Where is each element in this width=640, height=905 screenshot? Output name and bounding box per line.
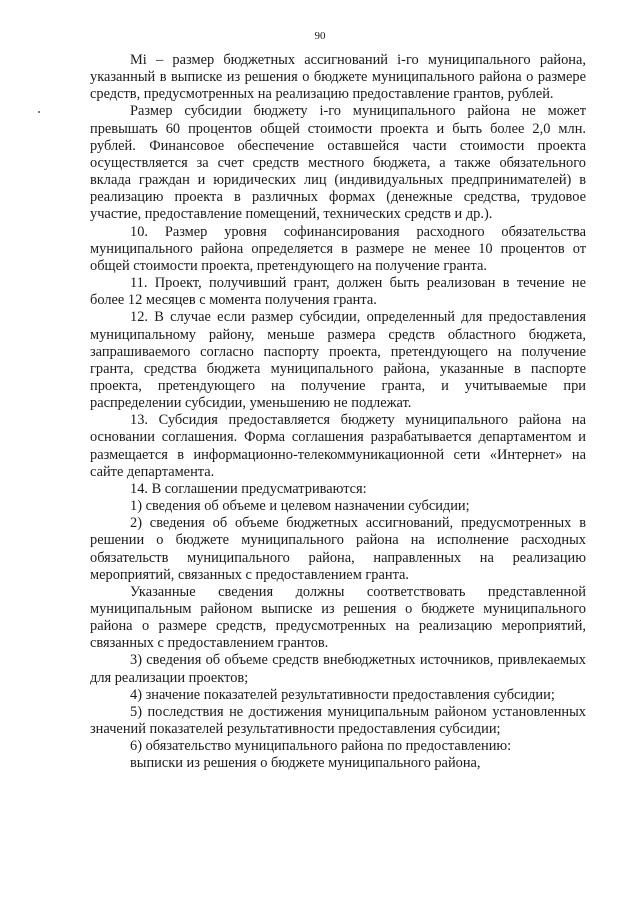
list-item-3: 3) сведения об объеме средств внебюджетных источников, привлекаемых для реализации проектов; (90, 652, 586, 686)
paragraph-subsidy-limit: Размер субсидии бюджету i-го муниципального района не может превышать 60 процентов общей стоимости проекта и быть более 2,0 млн. рублей. Финансовое обеспечение оставшейся части стоимости проекта осуществляется за счет средств местного бюджета, а также обязательного вклада граждан и юридических лиц (индивидуальных предпринимателей) в реализацию проекта в различных формах (денежные средства, трудовое участие, предоставление помещений, технических средств и др.). (90, 103, 586, 223)
margin-speck (38, 111, 40, 113)
body-text (90, 52, 586, 773)
list-item-2: 2) сведения об объеме бюджетных ассигнований, предусмотренных в решении о бюджете муниципального района на исполнение расходных обязательств муниципального района, направленных на реализацию мероприятий, связанных с предоставлением гранта. (90, 515, 586, 583)
list-item-4: 4) значение показателей результативности предоставления субсидии; (130, 686, 555, 703)
paragraph-11: 11. Проект, получивший грант, должен быть реализован в течение не более 12 месяцев с момента получения гранта. (90, 275, 586, 309)
paragraph-14: 14. В соглашении предусматриваются: (130, 480, 367, 497)
paragraph-13: 13. Субсидия предоставляется бюджету муниципального района на основании соглашения. Форма соглашения разрабатывается департаментом и размещается в информационно-телекоммуникационной сети «Интернет» на сайте департамента. (90, 412, 586, 480)
paragraph-extract: выписки из решения о бюджете муниципального района, (130, 755, 481, 772)
list-item-6: 6) обязательство муниципального района по предоставлению: (130, 738, 512, 755)
paragraph-12: 12. В случае если размер субсидии, определенный для предоставления муниципальному району, меньше размера средств областного бюджета, запрашиваемого согласно паспорту проекта, претендующего на получение гранта, средства бюджета муниципального района, указанные в паспорте проекта, претендующего на получение гранта, и учитываемые при распределении субсидии, уменьшению не подлежат. (90, 309, 586, 412)
list-item-5: 5) последствия не достижения муниципальным районом установленных значений показателей результативности предоставления субсидии; (90, 703, 586, 738)
paragraph-note: Указанные сведения должны соответствовать представленной муниципальным районом выписке из решения о бюджете муниципального района о размере средств, предусмотренных на реализацию мероприятий, связанных с предоставлением грантов. (90, 583, 586, 652)
page-number: 90 (314, 30, 326, 42)
paragraph-mi-definition: Mi – размер бюджетных ассигнований i-го муниципального района, указанный в выписке из решения о бюджете муниципального района о размере средств, предусмотренных на реализацию предоставление грантов, рублей. (90, 52, 586, 103)
paragraph-10: 10. Размер уровня софинансирования расходного обязательства муниципального района определяется в размере не менее 10 процентов от общей стоимости проекта, претендующего на получение гранта. (90, 223, 586, 274)
list-item-1: 1) сведения об объеме и целевом назначении субсидии; (130, 498, 470, 515)
